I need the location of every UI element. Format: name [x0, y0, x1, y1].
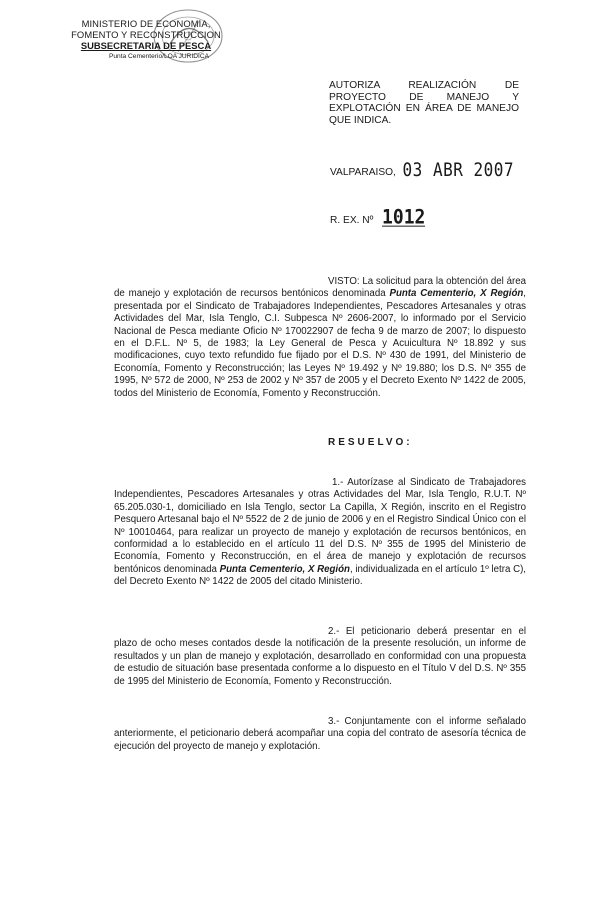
visto-paragraph: [114, 276, 526, 400]
rex-label: R. EX. Nº: [330, 215, 374, 226]
article-1: [114, 477, 526, 589]
resolution-number: [330, 205, 426, 229]
rex-number: 1012: [382, 205, 426, 229]
subject-summary: AUTORIZA REALIZACIÓN DE PROYECTO DE MANEJO Y EXPLOTACIÓN EN ÁREA DE MANEJO QUE INDICA.: [329, 80, 519, 126]
article-3: [114, 716, 526, 753]
place-date: [330, 158, 515, 181]
header-ministry: MINISTERIO DE ECONOMIA,: [81, 18, 211, 29]
resuelvo-heading: RESUELVO:: [328, 437, 413, 448]
visto-area-name: Punta Cementerio, X Región: [389, 288, 524, 300]
header-reference: Punta Cementerio/LOA JURIDICA: [108, 53, 210, 60]
article-1-area-name: Punta Cementerio, X Región: [219, 563, 350, 575]
visto-lead: VISTO: La solicitud para la obtención del área de manejo y explotación de recursos bentónicos denominada: [114, 276, 526, 300]
article-1-rest: , individualizada en el artículo 1º letra C), del Decreto Exento Nº 1422 de 2005 del citado Ministerio.: [114, 563, 526, 588]
article-2-text: 2.- El peticionario deberá presentar en el plazo de ocho meses contados desde la notificación de la presente resolución, un informe de resultados y un plan de manejo y explotación, desarrollado en conformidad con una propuesta de estudio de situación base presentada conforme a lo dispuesto en el Título V del D.S. Nº 355 de 1995 del Ministerio de Economía, Fomento y Reconstrucción.: [114, 626, 526, 687]
visto-rest: , presentada por el Sindicato de Trabajadores Independientes, Pescadores Artesanales y otras Actividades del Mar, Isla Tenglo, C.I. Subpesca Nº 2606-2007, lo informado por el Servicio Nacional de Pesca mediante Oficio Nº 170022907 de fecha 9 de marzo de 2007; lo dispuesto en el D.F.L. Nº 5, de 1983; la Ley General de Pesca y Acuicultura Nº 18.892 y sus modificaciones, cuyo texto refundido fue fijado por el D.S. Nº 430 de 1991, del Ministerio de Economía, Fomento y Reconstrucción; las Leyes Nº 19.492 y Nº 19.880; los D.S. Nº 355 de 1995, Nº 572 de 2000, Nº 253 de 2002 y Nº 357 de 2005 y el Decreto Exento Nº 1422 de 2005, todos del Ministerio de Economía, Fomento y Reconstrucción.: [114, 288, 526, 399]
article-2: [114, 626, 526, 688]
header-undersecretary: SUBSECRETARIA DE PESCA: [80, 40, 212, 51]
date-stamp: 03 ABR 2007: [402, 158, 515, 181]
article-3-text: 3.- Conjuntamente con el informe señalado anteriormente, el peticionario deberá acompañar una copia del contrato de asesoría técnica de ejecución del proyecto de manejo y explotación.: [114, 716, 526, 752]
place: VALPARAISO,: [330, 167, 396, 178]
ministry-header: [66, 18, 226, 61]
article-1-lead: 1.- Autorízase al Sindicato de Trabajadores Independientes, Pescadores Artesanales y otras Actividades del Mar, Isla Tenglo, R.U.T. Nº 65.205.030-1, domiciliado en Isla Tenglo, sector La Capilla, X Región, inscrito en el Registro Pesquero Artesanal bajo el Nº 5522 de 2 de junio de 2006 y en el Registro Sindical Único con el Nº 10010464, para realizar un proyecto de manejo y explotación de recursos bentónicos, en conformidad a lo establecido en el artículo 11 del D.S. Nº 355 de 1995 del Ministerio de Economía, Fomento y Reconstrucción, en el área de manejo y explotación de recursos bentónicos denominada: [114, 477, 526, 575]
header-ministry-2: FOMENTO Y RECONSTRUCCION: [71, 29, 221, 40]
